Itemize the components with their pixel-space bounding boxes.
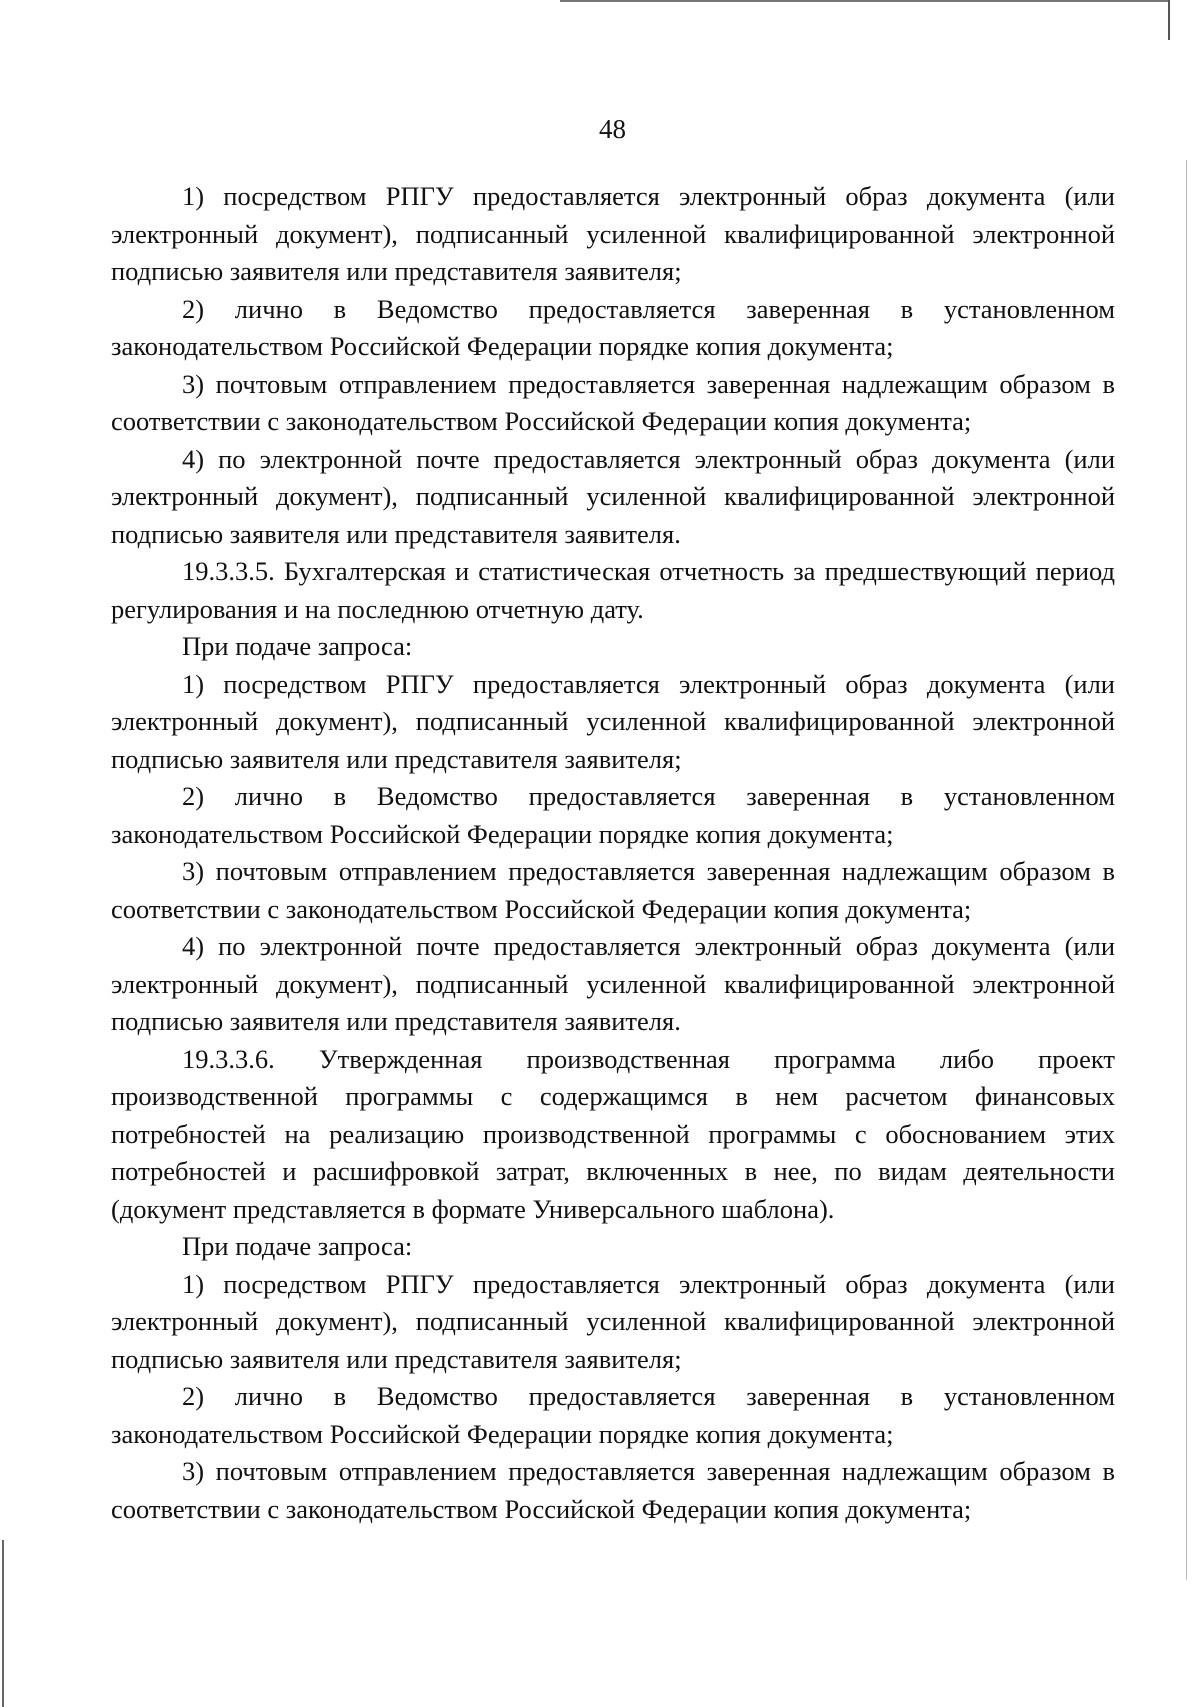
document-body xyxy=(111,178,1115,1528)
paragraph: 1) посредством РПГУ предоставляется электронный образ документа (или электронный документ), подписанный усиленной квалифицированной электронной подписью заявителя или представителя заявителя; xyxy=(111,1268,1115,1374)
scan-edge-right-faint xyxy=(1186,160,1187,1580)
scan-edge-top xyxy=(560,0,1170,2)
scan-edge-right xyxy=(1168,0,1170,40)
paragraph: 4) по электронной почте предоставляется электронный образ документа (или электронный документ), подписанный усиленной квалифицированной электронной подписью заявителя или представителя заявителя. xyxy=(111,931,1115,1036)
paragraph: При подаче запроса: xyxy=(182,1231,413,1261)
paragraph: 3) почтовым отправлением предоставляется заверенная надлежащим образом в соответствии с законодательством Российской Федерации копия документа; xyxy=(111,1456,1115,1524)
paragraph: При подаче запроса: xyxy=(182,631,413,661)
paragraph: 3) почтовым отправлением предоставляется заверенная надлежащим образом в соответствии с законодательством Российской Федерации копия документа; xyxy=(111,856,1115,924)
paragraph: 2) лично в Ведомство предоставляется заверенная в установленном законодательством Российской Федерации порядке копия документа; xyxy=(111,293,1115,361)
scan-edge-left xyxy=(2,1540,4,1707)
paragraph: 2) лично в Ведомство предоставляется заверенная в установленном законодательством Российской Федерации порядке копия документа; xyxy=(111,781,1115,849)
paragraph: 1) посредством РПГУ предоставляется электронный образ документа (или электронный документ), подписанный усиленной квалифицированной электронной подписью заявителя или представителя заявителя; xyxy=(111,668,1115,774)
paragraph: 2) лично в Ведомство предоставляется заверенная в установленном законодательством Российской Федерации порядке копия документа; xyxy=(111,1381,1115,1449)
paragraph: 19.3.3.6. Утвержденная производственная программа либо проект производственной программы с содержащимся в нем расчетом финансовых потребностей на реализацию производственной программы с обоснованием этих потребностей и расшифровкой затрат, включенных в нее, по видам деятельности (документ представляется в формате Универсального шаблона). xyxy=(111,1043,1115,1224)
paragraph: 19.3.3.5. Бухгалтерская и статистическая отчетность за предшествующий период регулирования и на последнюю отчетную дату. xyxy=(111,556,1115,624)
page-number: 48 xyxy=(599,114,626,144)
paragraph: 1) посредством РПГУ предоставляется электронный образ документа (или электронный документ), подписанный усиленной квалифицированной электронной подписью заявителя или представителя заявителя; xyxy=(111,181,1115,286)
paragraph: 3) почтовым отправлением предоставляется заверенная надлежащим образом в соответствии с законодательством Российской Федерации копия документа; xyxy=(111,368,1115,436)
paragraph: 4) по электронной почте предоставляется электронный образ документа (или электронный документ), подписанный усиленной квалифицированной электронной подписью заявителя или представителя заявителя. xyxy=(111,443,1115,549)
